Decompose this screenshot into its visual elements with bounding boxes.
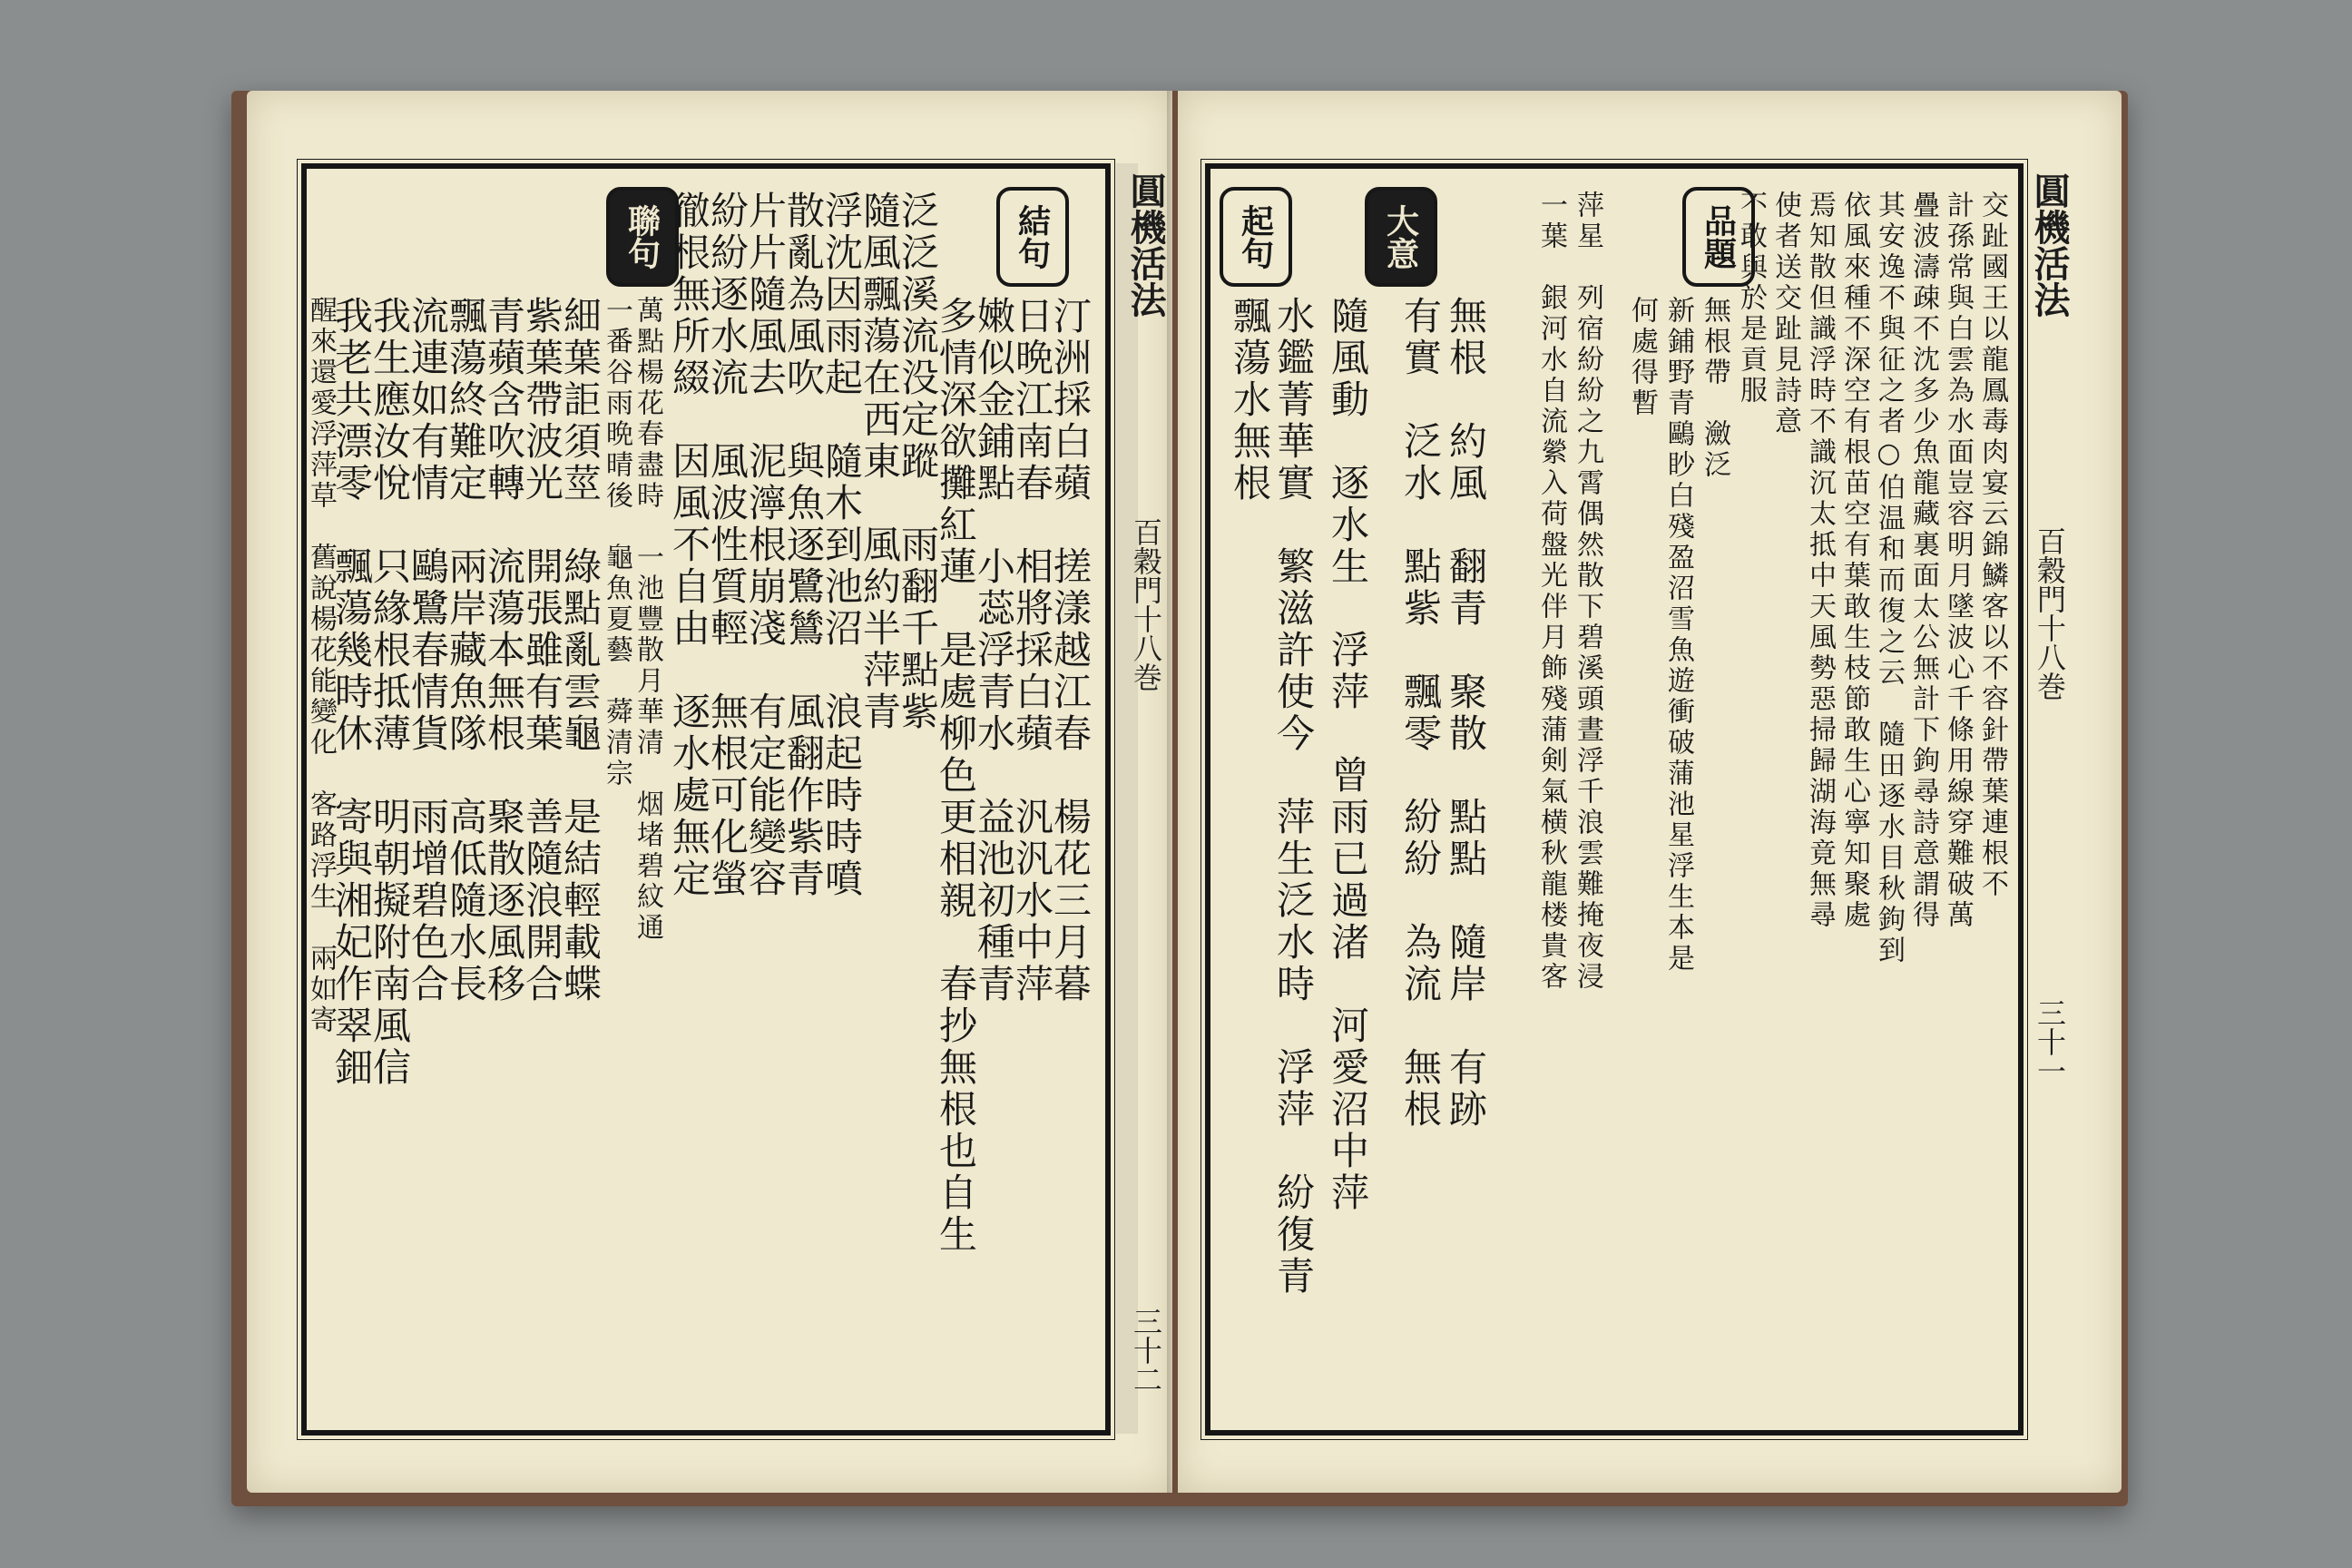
text-column: 其安逸不與征之者○伯温和而復之云 隨田逐水目秋鉤到 [1873,191,1905,966]
text-column: 嫩似金鋪點 小蕊浮青水 益池初種青 [972,296,1016,1005]
text-column: 我老共漂零 飄蕩幾時休 寄與湘妃作翠鈿 [329,296,374,1089]
fold-title: 圓機活法 [1124,172,1167,318]
text-column: 一番谷雨晩晴後 龜魚夏藝 蕣清宗 [601,296,632,789]
text-column: 萬點楊花春盡時 一池豐散月華清 烟堵碧紋通 [632,296,663,944]
left-page-frame [301,163,1111,1436]
folio-number: 三十二 [1129,1307,1163,1394]
text-column: 多情深欲攤紅蓮 是處柳色更相親 春抄無根也自生 [934,296,978,1256]
text-column: 萍星 列宿紛紛之九霄偶然散下碧溪頭晝浮千浪雲難掩夜浸 [1572,191,1603,993]
text-column: 汀洲採白蘋 搓漾越江春 楊花三月暮 [1048,296,1093,1005]
section-badge-lian-ju: 聯句 [606,187,679,287]
text-column: 有實 泛水 點紫 飄零 紛紛 為流 無根 [1398,296,1443,1131]
text-column: 無根 約風 翻青 聚散 點點 隨岸 有跡 [1444,296,1488,1131]
text-column: 疊波濤疎不沈多少魚龍藏裏面太公無計下鉤尋詩意謂得 [1907,191,1939,931]
left-page [247,91,1172,1493]
text-column: 片片隨風去 泥濘根崩淺 有定能變容 [743,191,788,900]
text-column: 無根帶 瀲泛 [1699,296,1730,481]
text-column: 水鑑菁華實 繁滋許使今 萍生泛水時 浮萍 紛復青 [1271,296,1316,1298]
text-column: 不敢與於是貢服 [1735,191,1767,407]
text-column: 泛泛溪流没定蹤 雨翻千點紫 [896,191,940,733]
fold-subtitle: 百穀門十八巻 [2033,526,2067,701]
text-column: 焉知散但識浮時不識沉太抵中天風勢惡掃歸湖海竟無尋 [1804,191,1836,931]
fold-shadow [1116,163,1138,1434]
fold-title: 圓機活法 [2028,172,2071,318]
text-column: 我生應汝悅 只緣根抵薄 明朝擬附南風信 [368,296,412,1089]
section-badge-da-yi: 大意 [1365,187,1437,287]
text-column: 散亂為風吹 與魚逐鷺鷥 風翻作紫青 [781,191,826,900]
text-column: 何處得暫 [1626,296,1658,419]
fold-subtitle: 百穀門十八巻 [1129,517,1163,691]
text-column: 隨風動 逐水生 浮萍 曾雨已過渚 河愛沼中萍 [1326,296,1370,1214]
text-column: 飄蕩水無根 [1228,296,1272,505]
text-column: 細葉詎須莖 綠點亂雲龜 是結輕載蝶 [558,296,603,1005]
section-badge-pin-ti: 品題 [1682,187,1755,287]
text-column: 依風來種不深空有根苗空有葉敢生枝節敢生心寧知聚處 [1838,191,1870,931]
text-column: 使者送交趾見詩意 [1769,191,1801,437]
text-column: 交趾國王以龍鳳毒肉宴云錦鱗客以不容針帶葉連根不 [1976,191,2008,900]
folio-number: 三十一 [2033,998,2067,1085]
right-page-frame [1205,163,2024,1436]
text-column: 飄蕩終難定 兩岸藏魚隊 高低隨水長 [444,296,488,1005]
text-column: 計孫常與白雲為水面豈容明月墜波心千條用線穿難破萬 [1942,191,1974,931]
text-column: 醒來還愛浮萍草 舊說楊花能變化 客路浮生 兩如寄 [305,296,337,1036]
text-column: 新鋪野青鷗眇白殘盈沼雪魚遊衝破蒲池星浮生本是 [1662,296,1694,975]
right-page [1178,91,2122,1493]
text-column: 徹根無所綴 因風不自由 逐水處無定 [667,191,711,900]
text-column: 浮沈因雨起 隨木到池沼 浪起時時噴 [819,191,864,900]
text-column: 紛紛逐水流 風波性質輕 無根可化螢 [705,191,750,900]
text-column: 隨風飄蕩在西東 風約半萍青 [858,191,902,733]
text-column: 流連如有情 鷗鷺春情貨 雨增碧色合 [406,296,450,1005]
text-column: 一葉 銀河水自流縈入荷盤光伴月飾殘蒲剣氣横秋龍楼貴客 [1535,191,1567,993]
section-badge-jie-ju: 結句 [996,187,1069,287]
section-badge-qi-ju: 起句 [1220,187,1292,287]
text-column: 紫葉帶波光 開張雖有葉 善隨浪開合 [520,296,564,1005]
text-column: 青蘋含吹轉 流蕩本無根 聚散逐風移 [482,296,526,1005]
text-column: 日晩江南春 相將採白蘋 汎汎水中萍 [1010,296,1054,1005]
